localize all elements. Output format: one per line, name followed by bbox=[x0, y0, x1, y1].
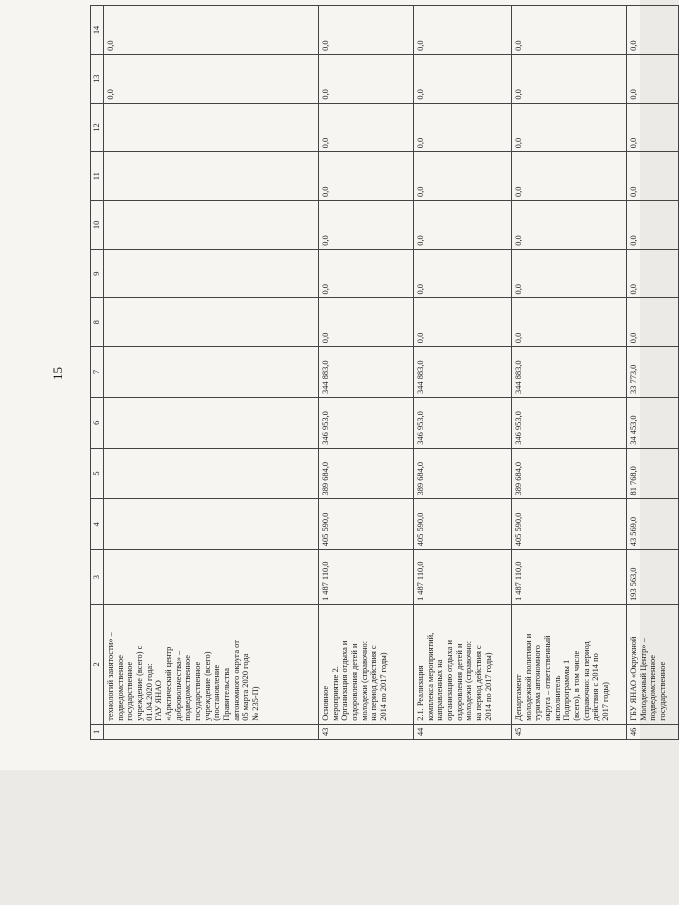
value-cell: 0,0 bbox=[627, 152, 679, 201]
description-cell: Департамент молодежной политики и туризма автономного округа – ответственный исполнитель Подпрограммы 1 (всего), в том числе (справочно: на период действия с 2014 по 2017 годы) bbox=[512, 605, 627, 725]
value-cell: 0,0 bbox=[512, 298, 627, 347]
value-cell: 193 563,0 bbox=[627, 550, 679, 605]
header-cell: 10 bbox=[91, 201, 104, 250]
description-cell: Основное мероприятие 2. Организация отдыха и оздоровления детей и молодежи (справочно: на период действия с 2014 по 2017 годы) bbox=[319, 605, 414, 725]
table-row bbox=[512, 6, 627, 740]
value-cell: 1 487 110,0 bbox=[414, 550, 512, 605]
value-cell: 389 684,0 bbox=[414, 448, 512, 499]
value-cell: 405 590,0 bbox=[319, 499, 414, 550]
header-cell: 6 bbox=[91, 397, 104, 448]
row-number-cell: 44 bbox=[414, 724, 512, 739]
value-cell bbox=[104, 103, 319, 152]
value-cell: 0,0 bbox=[319, 249, 414, 298]
value-cell: 0,0 bbox=[627, 54, 679, 103]
value-cell: 0,0 bbox=[414, 249, 512, 298]
table-header-row bbox=[91, 6, 104, 740]
value-cell: 0,0 bbox=[512, 152, 627, 201]
value-cell: 0,0 bbox=[319, 103, 414, 152]
value-cell bbox=[104, 298, 319, 347]
value-cell: 0,0 bbox=[319, 152, 414, 201]
value-cell: 389 684,0 bbox=[319, 448, 414, 499]
table-row bbox=[319, 6, 414, 740]
value-cell: 0,0 bbox=[512, 201, 627, 250]
value-cell: 0,0 bbox=[627, 201, 679, 250]
value-cell: 0,0 bbox=[512, 6, 627, 55]
header-cell: 2 bbox=[91, 605, 104, 725]
value-cell: 0,0 bbox=[414, 6, 512, 55]
value-cell: 346 953,0 bbox=[414, 397, 512, 448]
value-cell: 344 883,0 bbox=[319, 347, 414, 398]
header-cell: 4 bbox=[91, 499, 104, 550]
header-cell: 14 bbox=[91, 6, 104, 55]
table-row bbox=[627, 6, 679, 740]
value-cell: 0,0 bbox=[319, 298, 414, 347]
value-cell: 0,0 bbox=[414, 298, 512, 347]
value-cell: 405 590,0 bbox=[414, 499, 512, 550]
value-cell bbox=[104, 550, 319, 605]
header-cell: 3 bbox=[91, 550, 104, 605]
value-cell: 0,0 bbox=[512, 249, 627, 298]
value-cell: 0,0 bbox=[414, 152, 512, 201]
value-cell: 344 883,0 bbox=[414, 347, 512, 398]
table-row bbox=[104, 6, 319, 740]
row-number-cell: 43 bbox=[319, 724, 414, 739]
description-cell: ГБУ ЯНАО «Окружной Молодежный Центр» – подведомственное государственное bbox=[627, 605, 679, 725]
row-number-cell: 46 bbox=[627, 724, 679, 739]
value-cell: 0,0 bbox=[627, 298, 679, 347]
value-cell: 0,0 bbox=[627, 103, 679, 152]
value-cell bbox=[104, 347, 319, 398]
value-cell: 389 684,0 bbox=[512, 448, 627, 499]
value-cell: 346 953,0 bbox=[512, 397, 627, 448]
value-cell: 0,0 bbox=[627, 249, 679, 298]
budget-table bbox=[90, 5, 679, 740]
value-cell: 1 487 110,0 bbox=[512, 550, 627, 605]
value-cell: 81 768,0 bbox=[627, 448, 679, 499]
value-cell: 0,0 bbox=[414, 54, 512, 103]
value-cell: 0,0 bbox=[319, 54, 414, 103]
value-cell: 33 773,0 bbox=[627, 347, 679, 398]
header-cell: 7 bbox=[91, 347, 104, 398]
description-cell: технологий занятости» – подведомственное государственное учреждение (всего) с 01.04.2020 года: ГАУ ЯНАО «Арктический центр добровольчества» – подведомственное государственное учреждение (всего) (постановление Правительства автономного округа от 05 марта 2020 года № 235-П) bbox=[104, 605, 319, 725]
value-cell bbox=[104, 397, 319, 448]
value-cell: 0,0 bbox=[627, 6, 679, 55]
value-cell: 0,0 bbox=[512, 103, 627, 152]
value-cell bbox=[104, 201, 319, 250]
value-cell: 346 953,0 bbox=[319, 397, 414, 448]
value-cell: 344 883,0 bbox=[512, 347, 627, 398]
value-cell: 405 590,0 bbox=[512, 499, 627, 550]
header-cell: 12 bbox=[91, 103, 104, 152]
row-number-cell bbox=[104, 724, 319, 739]
value-cell: 1 487 110,0 bbox=[319, 550, 414, 605]
value-cell: 0,0 bbox=[319, 6, 414, 55]
header-cell: 9 bbox=[91, 249, 104, 298]
header-cell: 13 bbox=[91, 54, 104, 103]
value-cell: 0,0 bbox=[104, 54, 319, 103]
page-number: 15 bbox=[50, 367, 65, 380]
row-number-cell: 45 bbox=[512, 724, 627, 739]
table-row bbox=[414, 6, 512, 740]
value-cell bbox=[104, 152, 319, 201]
header-cell: 11 bbox=[91, 152, 104, 201]
header-cell: 8 bbox=[91, 298, 104, 347]
value-cell: 43 569,0 bbox=[627, 499, 679, 550]
value-cell: 0,0 bbox=[414, 201, 512, 250]
value-cell: 0,0 bbox=[104, 6, 319, 55]
header-cell: 5 bbox=[91, 448, 104, 499]
description-cell: 2.1. Реализация комплекса мероприятий, направленных на организацию отдыха и оздоровления детей и молодежи (справочно: на период действия с 2014 по 2017 годы) bbox=[414, 605, 512, 725]
value-cell: 0,0 bbox=[512, 54, 627, 103]
value-cell: 0,0 bbox=[319, 201, 414, 250]
header-cell: 1 bbox=[91, 724, 104, 739]
value-cell: 0,0 bbox=[414, 103, 512, 152]
value-cell: 34 453,0 bbox=[627, 397, 679, 448]
value-cell bbox=[104, 448, 319, 499]
value-cell bbox=[104, 249, 319, 298]
value-cell bbox=[104, 499, 319, 550]
